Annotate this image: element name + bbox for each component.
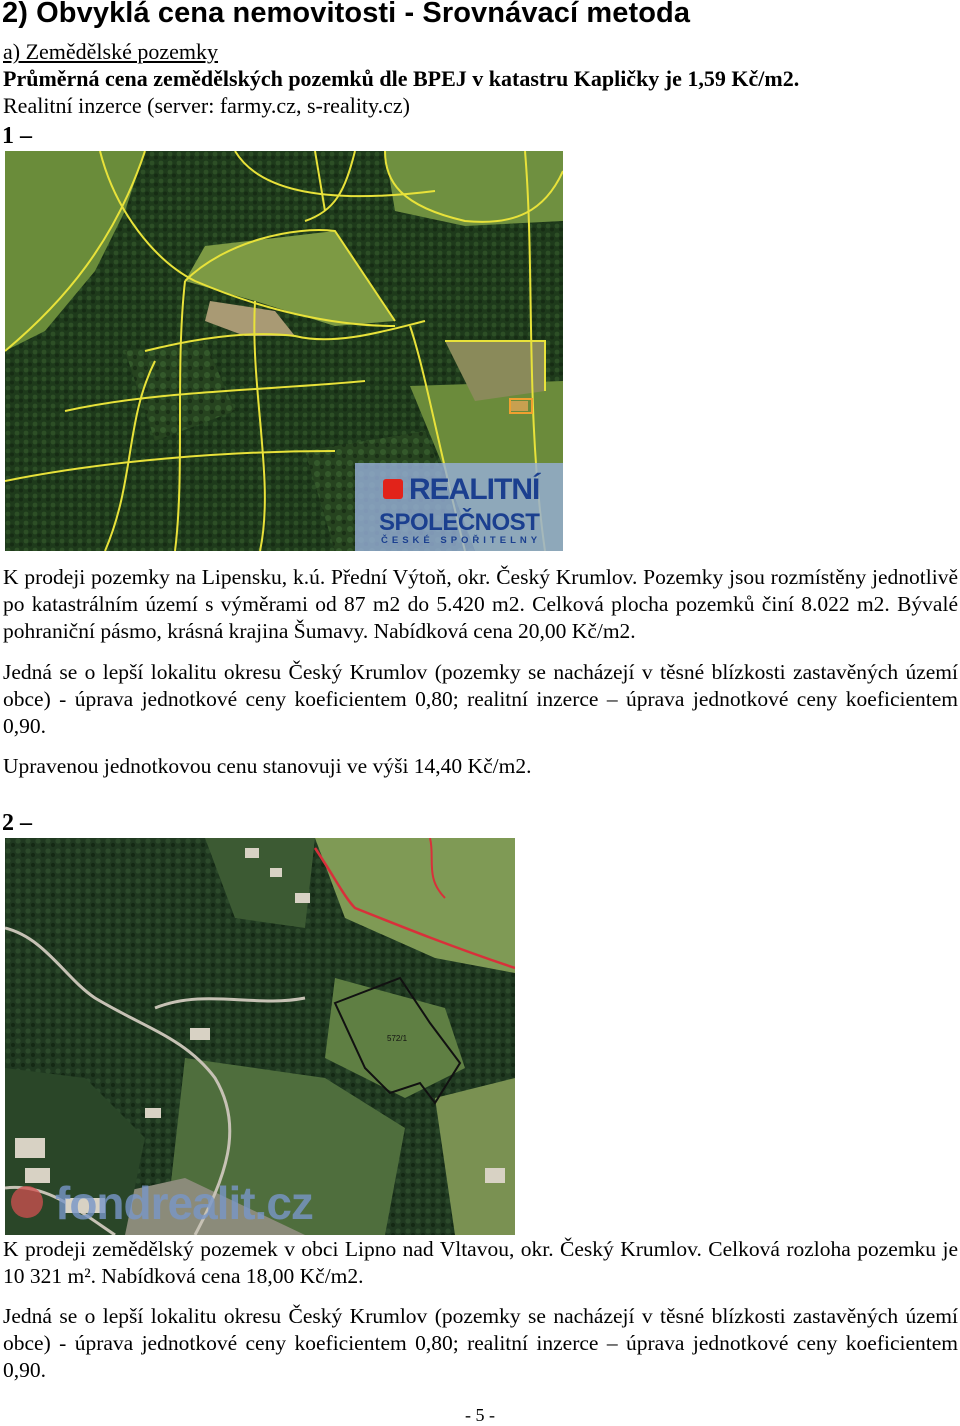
listing-1-result: Upravenou jednotkovou cenu stanovuji ve výši 14,40 Kč/m2. [3,754,532,778]
listing-1-number: 1 – [2,123,32,149]
parcel-number-label: 572/1 [387,1034,408,1043]
average-price-text: Průměrná cena zemědělských pozemků dle BPEJ v katastru Kapličky je 1,59 Kč/m2. [3,66,800,91]
fondrealit-watermark: fondrealit.cz [55,1177,313,1229]
listing-1-aerial-map [5,151,563,551]
listing-1-adjustment: Jedná se o lepší lokalitu okresu Český Krumlov (pozemky se nacházejí v těsné blízkosti zastavěných území obce) - úprava jednotkové ceny koeficientem 0,80; realitní inzerce – úprava jednotkové ceny koeficientem 0,90. [3,660,958,738]
fondrealit-logo-icon [11,1186,43,1218]
listing-1-description: K prodeji pozemky na Lipensku, k.ú. Přední Výtoň, okr. Český Krumlov. Pozemky jsou rozmístěny jednotlivě po katastrálním území s výměrami od 87 m2 do 5.420 m2. Celková plocha pozemků činí 8.022 m2. Bývalé pohraniční pásmo, krásná krajina Šumavy. Nabídková cena 20,00 Kč/m2. [3,565,958,643]
listing-2-adjustment: Jedná se o lepší lokalitu okresu Český Krumlov (pozemky se nacházejí v těsné blízkosti zastavěných území obce) - úprava jednotkové ceny koeficientem 0,80; realitní inzerce – úprava jednotkové ceny koeficientem 0,90. [3,1304,958,1382]
section-heading: a) Zemědělské pozemky [3,39,219,64]
sources-text: Realitní inzerce (server: farmy.cz, s-reality.cz) [3,93,410,118]
watermark-line-1: REALITNÍ [409,473,540,506]
listing-2-number: 2 – [2,810,32,836]
watermark-line-3: ČESKÉ SPOŘITELNY [381,535,542,546]
page-number: - 5 - [465,1405,495,1425]
listing-2-description: K prodeji zemědělský pozemek v obci Lipno nad Vltavou, okr. Český Krumlov. Celková rozloha pozemku je 10 321 m². Nabídková cena 18,00 Kč/m2. [3,1237,958,1288]
page-title: 2) Obvyklá cena nemovitosti - Srovnávací metoda [2,0,691,29]
ceska-sporitelna-logo-icon [383,479,403,499]
realitni-spolecnost-watermark [355,463,563,551]
listing-2-aerial-map [5,838,515,1235]
watermark-line-2: SPOLEČNOST [379,509,540,536]
